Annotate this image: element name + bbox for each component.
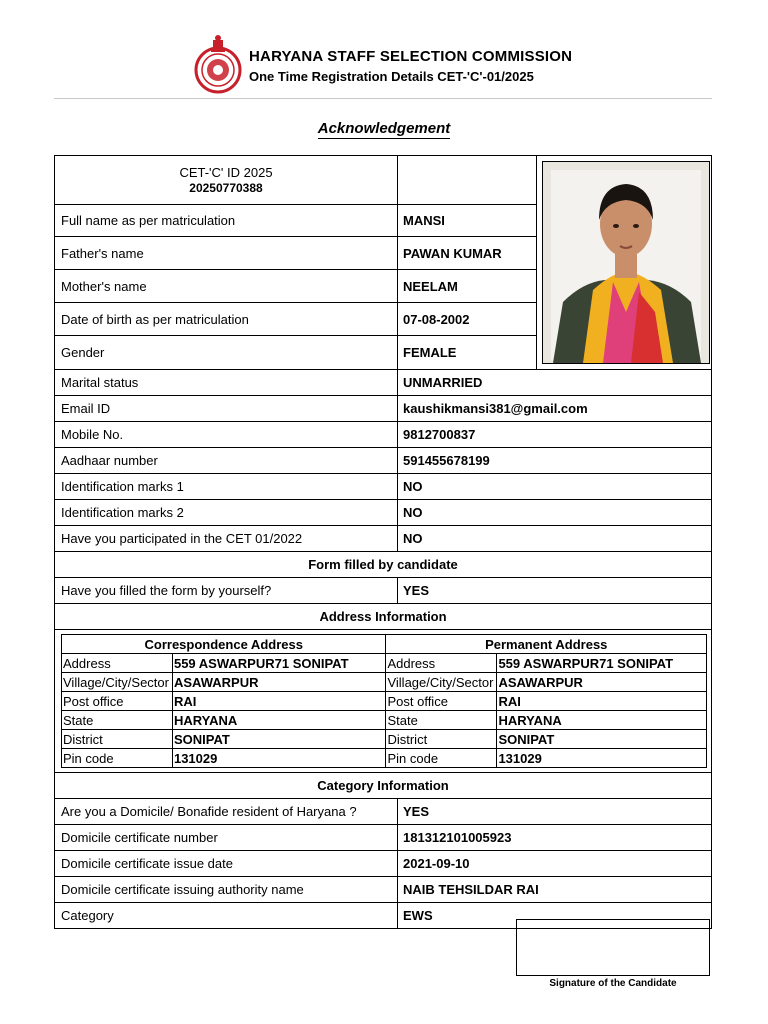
signature-box — [516, 919, 710, 976]
full-name-value: MANSI — [398, 205, 536, 237]
aadhaar-value: 591455678199 — [403, 453, 490, 468]
domicile-date-row — [55, 851, 711, 877]
district-row — [62, 730, 707, 749]
corr-address-label: Address — [62, 654, 173, 673]
corr-pin-label: Pin code — [62, 749, 173, 768]
aadhaar-label: Aadhaar number — [55, 448, 398, 473]
dob-label: Date of birth as per matriculation — [55, 303, 398, 336]
domicile-label: Are you a Domicile/ Bonafide resident of Haryana ? — [55, 799, 398, 824]
email-label: Email ID — [55, 396, 398, 421]
corr-state-value: HARYANA — [172, 711, 386, 730]
registration-subtitle: One Time Registration Details CET-'C'-01/2025 — [249, 69, 534, 84]
identification-mark-1-value: NO — [403, 479, 423, 494]
category-value: EWS — [403, 908, 433, 923]
permanent-address-header: Permanent Address — [386, 635, 707, 654]
email-value: kaushikmansi381@gmail.com — [403, 401, 588, 416]
domicile-number-label: Domicile certificate number — [55, 825, 398, 850]
identification-mark-1-label: Identification marks 1 — [55, 474, 398, 499]
acknowledgement-heading — [0, 120, 768, 138]
category-label: Category — [55, 903, 398, 928]
acknowledgement-title: Acknowledgement — [317, 120, 451, 137]
pin-code-row — [62, 749, 707, 768]
mobile-value: 9812700837 — [403, 427, 476, 442]
corr-village-label: Village/City/Sector — [62, 673, 173, 692]
page-header — [0, 0, 768, 100]
address-section-title: Address Information — [55, 604, 711, 630]
domicile-date-label: Domicile certificate issue date — [55, 851, 398, 876]
signature-label: Signature of the Candidate — [549, 978, 677, 989]
mobile-label: Mobile No. — [55, 422, 398, 447]
father-name-value: PAWAN KUMAR — [398, 237, 536, 270]
email-row — [55, 396, 711, 422]
perm-post-office-label: Post office — [386, 692, 497, 711]
cet-id-cell — [55, 156, 398, 205]
corr-post-office-value: RAI — [172, 692, 386, 711]
form-filled-value: YES — [403, 583, 430, 598]
candidate-photo-image — [543, 162, 709, 363]
gender-label: Gender — [55, 336, 398, 369]
cet-participation-row — [55, 526, 711, 552]
cet-id-value: 20250770388 — [189, 181, 263, 195]
personal-details-block — [55, 156, 711, 370]
perm-district-value: SONIPAT — [497, 730, 707, 749]
perm-village-label: Village/City/Sector — [386, 673, 497, 692]
commission-title: HARYANA STAFF SELECTION COMMISSION — [249, 48, 573, 65]
corr-village-value: ASAWARPUR — [172, 673, 386, 692]
domicile-authority-row — [55, 877, 711, 903]
corr-pin-value: 131029 — [172, 749, 386, 768]
perm-state-label: State — [386, 711, 497, 730]
father-name-label: Father's name — [55, 237, 398, 270]
corr-address-value: 559 ASWARPUR71 SONIPAT — [172, 654, 386, 673]
cet-participation-label: Have you participated in the CET 01/2022 — [55, 526, 398, 551]
address-table — [61, 634, 707, 768]
marital-status-value: UNMARRIED — [403, 375, 483, 390]
header-divider — [54, 98, 712, 99]
domicile-number-value: 181312101005923 — [403, 830, 512, 845]
perm-address-value: 559 ASWARPUR71 SONIPAT — [497, 654, 707, 673]
identification-mark-2-label: Identification marks 2 — [55, 500, 398, 525]
domicile-authority-value: NAIB TEHSILDAR RAI — [403, 882, 539, 897]
dob-value: 07-08-2002 — [398, 303, 536, 336]
perm-address-label: Address — [386, 654, 497, 673]
perm-pin-value: 131029 — [497, 749, 707, 768]
post-office-row — [62, 692, 707, 711]
haryana-emblem-icon — [192, 32, 244, 94]
marital-status-label: Marital status — [55, 370, 398, 395]
category-section-title: Category Information — [55, 773, 711, 799]
gender-value: FEMALE — [403, 345, 457, 360]
address-table-wrap — [55, 630, 711, 773]
perm-post-office-value: RAI — [497, 692, 707, 711]
mobile-row — [55, 422, 711, 448]
cet-id-label: CET-'C' ID 2025 — [179, 165, 273, 180]
state-row — [62, 711, 707, 730]
corr-district-label: District — [62, 730, 173, 749]
identification-mark-1-row — [55, 474, 711, 500]
form-filled-row — [55, 578, 711, 604]
marital-status-row — [55, 370, 711, 396]
form-filled-label: Have you filled the form by yourself? — [55, 578, 398, 603]
cet-participation-value: NO — [403, 531, 423, 546]
identification-mark-2-value: NO — [403, 505, 423, 520]
address-line-row — [62, 654, 707, 673]
perm-pin-label: Pin code — [386, 749, 497, 768]
corr-district-value: SONIPAT — [172, 730, 386, 749]
corr-post-office-label: Post office — [62, 692, 173, 711]
domicile-number-row — [55, 825, 711, 851]
correspondence-address-header: Correspondence Address — [62, 635, 386, 654]
corr-state-label: State — [62, 711, 173, 730]
mother-name-value: NEELAM — [398, 270, 536, 303]
perm-district-label: District — [386, 730, 497, 749]
aadhaar-row — [55, 448, 711, 474]
domicile-row — [55, 799, 711, 825]
domicile-authority-label: Domicile certificate issuing authority name — [55, 877, 398, 902]
identification-mark-2-row — [55, 500, 711, 526]
form-filled-section-title: Form filled by candidate — [55, 552, 711, 578]
cet-id-empty-cell — [398, 156, 536, 205]
perm-state-value: HARYANA — [497, 711, 707, 730]
domicile-date-value: 2021-09-10 — [403, 856, 470, 871]
photo-cell — [536, 156, 712, 369]
candidate-photo — [542, 161, 710, 364]
full-name-label: Full name as per matriculation — [55, 205, 398, 237]
perm-village-value: ASAWARPUR — [497, 673, 707, 692]
domicile-value: YES — [403, 804, 430, 819]
mother-name-label: Mother's name — [55, 270, 398, 303]
village-row — [62, 673, 707, 692]
registration-form — [54, 155, 712, 929]
